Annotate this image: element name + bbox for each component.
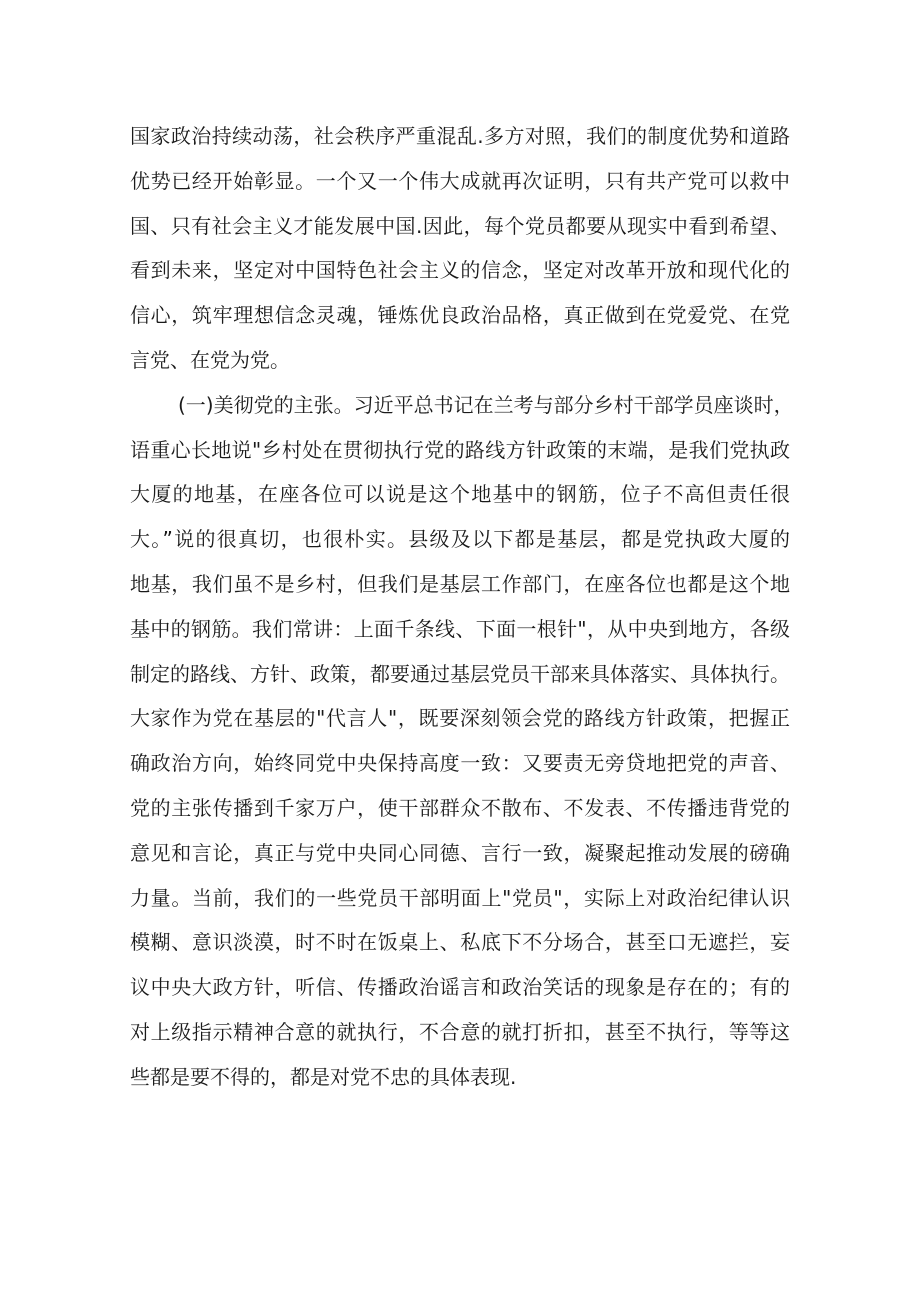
text-line: 议中央大政方针，听信、传播政治谣言和政治笑话的现象是存在的；有的: [130, 975, 790, 1000]
text-line: 模糊、意识淡漠，时不时在饭桌上、私底下不分场合，甚至口无遮拦，妄: [130, 930, 790, 955]
text-line: 党的主张传播到千家万户，使干部群众不散布、不发表、不传播违背党的: [130, 795, 790, 820]
text-line: 基中的钢筋。我们常讲：上面千条线、下面一根针"，从中央到地方，各级: [130, 616, 790, 641]
text-line: 大厦的地基，在座各位可以说是这个地基中的钢筋，位子不高但责任很: [130, 482, 790, 507]
document-body: [130, 114, 794, 1100]
text-line: 言党、在党为党。: [130, 347, 290, 372]
text-line: 优势已经开始彰显。一个又一个伟大成就再次证明，只有共产党可以救中: [130, 168, 790, 193]
text-line: 大家作为党在基层的"代言人"，既要深刻领会党的路线方针政策，把握正: [130, 706, 790, 731]
text-line: 力量。当前，我们的一些党员干部明面上"党员"，实际上对政治纪律认识: [130, 885, 790, 910]
text-line: 对上级指示精神合意的就执行，不合意的就打折扣，甚至不执行，等等这: [130, 1019, 790, 1044]
text-line: 些都是要不得的，都是对党不忠的具体表现.: [130, 1064, 517, 1089]
text-line: 信心，筑牢理想信念灵魂，锤炼优良政治品格，真正做到在党爱党、在党: [130, 303, 790, 328]
paragraph-heading-line: (一)美彻党的主张。习近平总书记在兰考与部分乡村干部学员座谈时，: [178, 392, 794, 417]
text-line: 大。”说的很真切，也很朴实。县级及以下都是基层，都是党执政大厦的: [130, 527, 790, 552]
text-line: 确政治方向，始终同党中央保持高度一致：又要责无旁贷地把党的声音、: [130, 751, 790, 776]
text-line: 语重心长地说"乡村处在贯彻执行党的路线方针政策的末端，是我们党执政: [130, 437, 790, 462]
text-line: 地基，我们虽不是乡村，但我们是基层工作部门，在座各位也都是这个地: [130, 571, 790, 596]
text-line: 国家政治持续动荡，社会秩序严重混乱.多方对照，我们的制度优势和道路: [130, 124, 790, 148]
text-line: 意见和言论，真正与党中央同心同德、言行一致，凝聚起推动发展的磅确: [130, 840, 790, 865]
text-line: 看到未来，坚定对中国特色社会主义的信念，坚定对改革开放和现代化的: [130, 258, 790, 283]
text-line: 制定的路线、方针、政策，都要通过基层党员干部来具体落实、具体执行。: [130, 661, 790, 686]
text-line: 国、只有社会主义才能发展中国.因此，每个党员都要从现实中看到希望、: [130, 213, 790, 238]
